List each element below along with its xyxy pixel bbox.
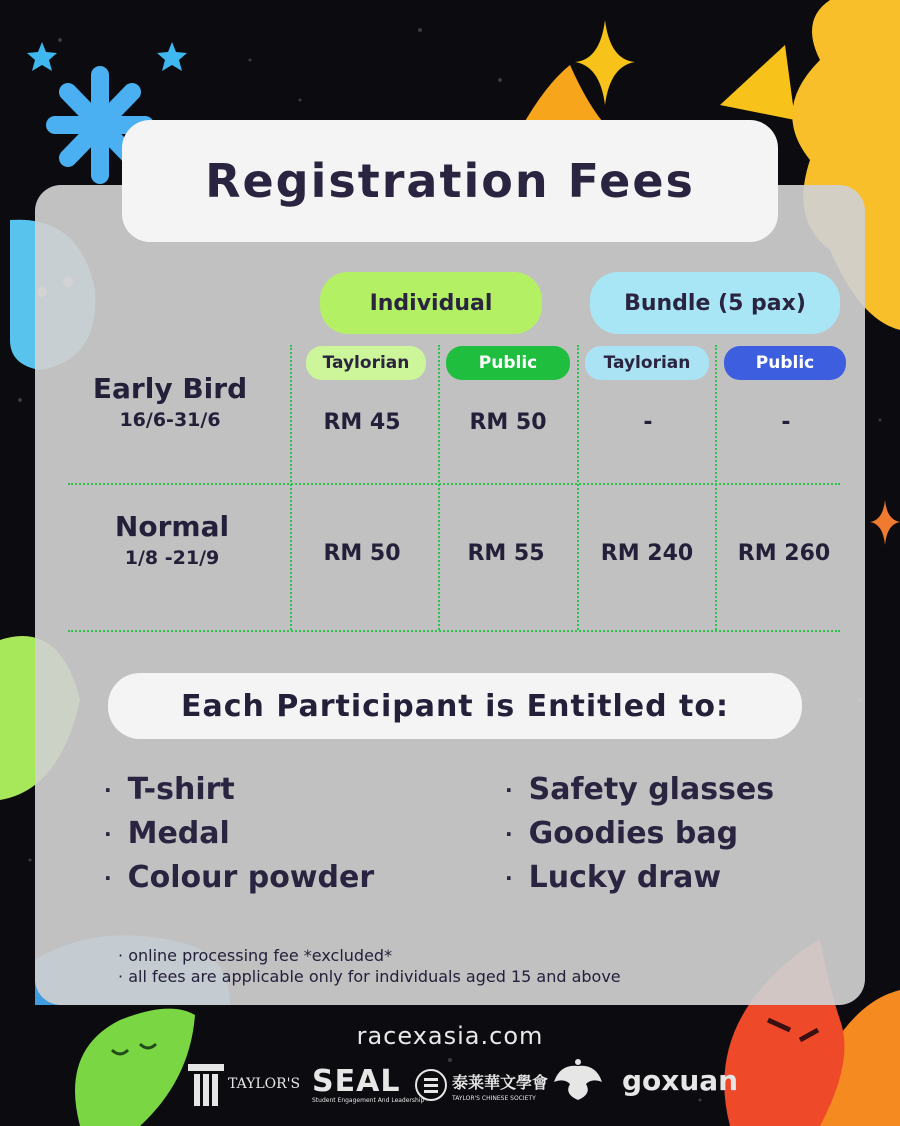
bullet: ·: [104, 777, 112, 802]
sparkle-icon: [575, 20, 635, 105]
divider-vertical: [438, 345, 440, 630]
price-cell: RM 240: [600, 541, 694, 566]
header-bundle: Bundle (5 pax): [590, 272, 840, 334]
header-individual: Individual: [320, 272, 542, 334]
triangle-shape: [720, 45, 795, 120]
bullet: ·: [104, 821, 112, 846]
bullet: ·: [505, 821, 513, 846]
row-label-early-bird: [60, 372, 280, 431]
perk-item: [505, 772, 774, 807]
price-cell: -: [643, 410, 653, 435]
bullet: ·: [118, 946, 124, 965]
chinese-society-emblem-icon: [414, 1068, 448, 1102]
divider-horizontal: [68, 483, 840, 485]
perk-label: T-shirt: [127, 772, 235, 807]
wings-crest-logo-icon: [550, 1054, 606, 1110]
chinese-society-name: 泰莱華文學會: [452, 1073, 549, 1092]
perk-label: Medal: [127, 816, 230, 851]
seal-logo: [312, 1064, 424, 1104]
row-title: Normal: [114, 510, 230, 543]
star-icon: [27, 42, 57, 71]
perk-item: [505, 860, 721, 895]
divider-horizontal: [68, 630, 840, 632]
perk-item: [104, 772, 235, 807]
row-dates: 1/8 -21/9: [124, 547, 220, 569]
note-text: all fees are applicable only for individuals aged 15 and above: [128, 967, 621, 986]
goxuan-logo: goxuan: [622, 1064, 739, 1097]
bullet: ·: [505, 777, 513, 802]
divider-vertical: [715, 345, 717, 630]
taylors-logo-text: TAYLOR'S: [228, 1076, 301, 1092]
perk-item: [104, 816, 230, 851]
header-bundle-taylorian: Taylorian: [585, 346, 709, 380]
note-item: [118, 946, 392, 965]
sparkle-icon: [870, 500, 900, 545]
row-label-normal: [62, 510, 282, 569]
row-title: Early Bird: [92, 372, 248, 405]
perk-label: Lucky draw: [528, 860, 722, 895]
note-text: online processing fee *excluded*: [128, 946, 393, 965]
seal-logo-subtitle: Student Engagement And Leadership: [312, 1097, 425, 1104]
taylors-logo-icon: [188, 1064, 224, 1106]
website-link[interactable]: racexasia.com: [356, 1022, 544, 1050]
price-cell: RM 50: [323, 541, 401, 566]
header-individual-public: Public: [446, 346, 570, 380]
entitlement-heading: Each Participant is Entitled to:: [181, 688, 729, 724]
chinese-society-logo: [452, 1070, 548, 1102]
chinese-society-subtitle: TAYLOR'S CHINESE SOCIETY: [452, 1095, 536, 1102]
perk-label: Safety glasses: [528, 772, 775, 807]
price-cell: -: [781, 410, 791, 435]
title-banner: [122, 120, 778, 242]
entitlement-heading-banner: [108, 673, 802, 739]
header-bundle-public: Public: [724, 346, 846, 380]
bullet: ·: [505, 865, 513, 890]
divider-vertical: [290, 345, 292, 630]
divider-vertical: [577, 345, 579, 630]
row-dates: 16/6-31/6: [119, 409, 221, 431]
price-cell: RM 55: [467, 541, 545, 566]
header-individual-taylorian: Taylorian: [306, 346, 426, 380]
page-title: Registration Fees: [205, 154, 695, 208]
perk-label: Goodies bag: [528, 816, 739, 851]
star-icon: [157, 42, 187, 71]
note-item: [118, 967, 621, 986]
seal-logo-text: SEAL: [312, 1064, 401, 1099]
price-cell: RM 50: [469, 410, 547, 435]
perk-label: Colour powder: [127, 860, 375, 895]
perk-item: [104, 860, 374, 895]
price-cell: RM 260: [737, 541, 831, 566]
bullet: ·: [104, 865, 112, 890]
price-cell: RM 45: [323, 410, 401, 435]
bullet: ·: [118, 967, 124, 986]
perk-item: [505, 816, 738, 851]
